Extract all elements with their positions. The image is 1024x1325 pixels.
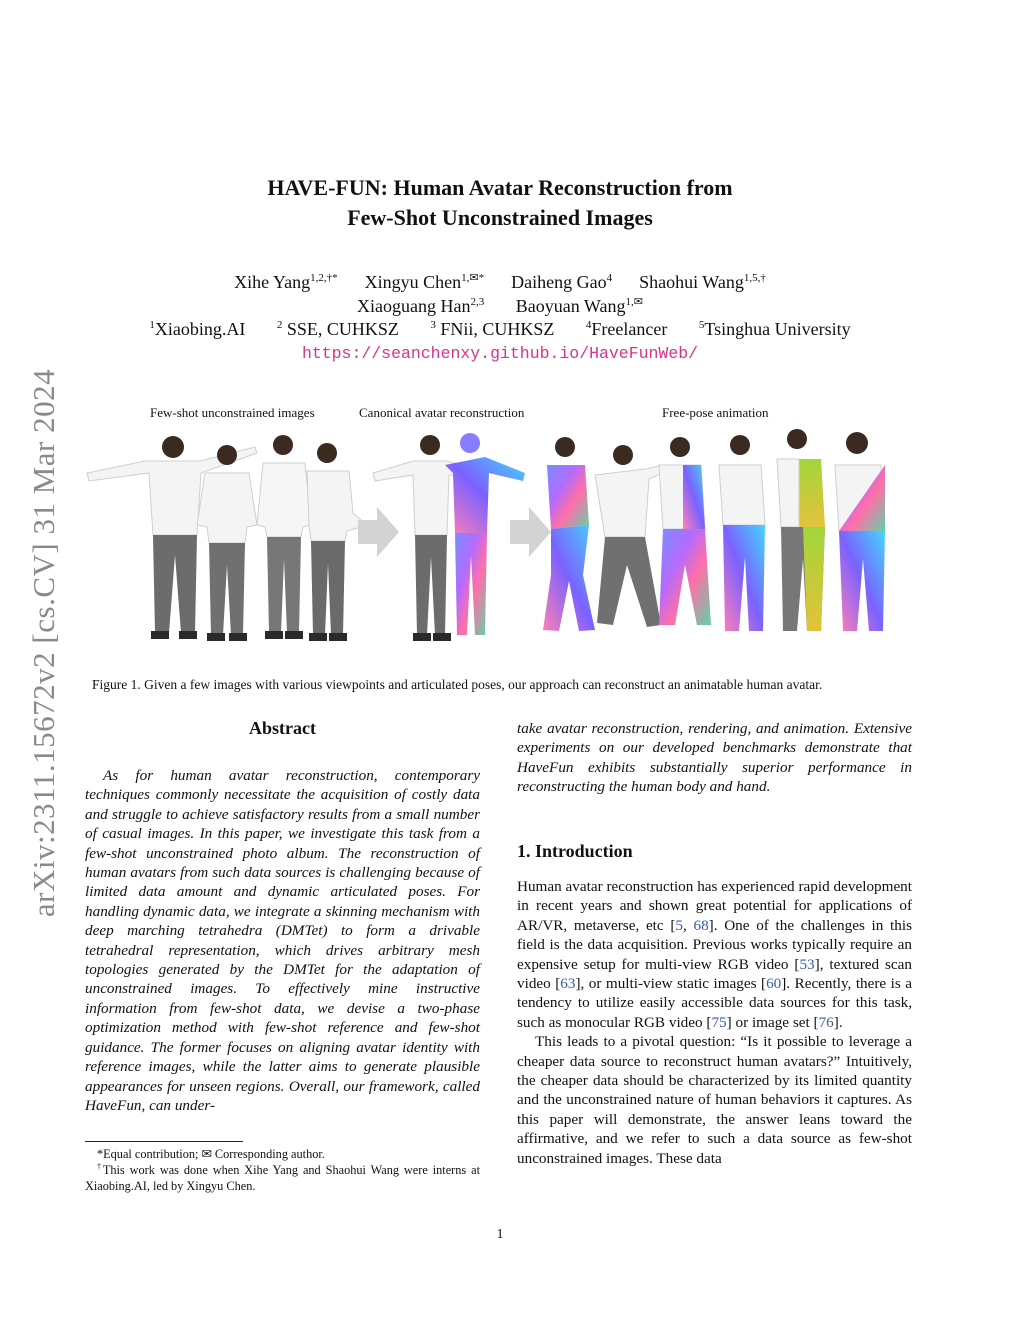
abstract-body	[85, 766, 480, 1115]
intro-text: ] or image set [	[726, 1013, 819, 1031]
animated-pose-3	[659, 437, 711, 625]
affil-sup: 5	[698, 319, 705, 331]
footnote-1: *Equal contribution; ✉ Corresponding author.	[97, 1147, 325, 1161]
project-url-link[interactable]: https://seanchenxy.github.io/HaveFunWeb/	[301, 344, 699, 363]
animated-pose-4	[719, 435, 765, 631]
affil-name: Tsinghua University	[704, 319, 851, 339]
affil-sup: 2	[276, 319, 283, 331]
citation-link[interactable]: 53	[799, 955, 815, 973]
abstract-continued	[517, 719, 912, 797]
animated-pose-5	[777, 429, 825, 631]
author-sup: 2,3	[470, 296, 485, 308]
affil-name: Xiaobing.AI	[154, 319, 246, 339]
affil-sup: 4	[585, 319, 592, 331]
figure-1-caption: Figure 1. Given a few images with various viewpoints and articulated poses, our approach can reconstruct an animatable human avatar.	[92, 677, 823, 692]
footnote-divider	[85, 1141, 243, 1142]
intro-text: ], textured scan video [	[517, 955, 912, 993]
author-name: Xingyu Chen	[364, 272, 462, 292]
citation-link[interactable]: 76	[818, 1013, 834, 1031]
author-name: Baoyuan Wang	[515, 296, 626, 316]
page-number: 1	[496, 1227, 504, 1242]
arxiv-id-text: arXiv:2311.15672v2 [cs.CV] 31 Mar 2024	[26, 368, 61, 918]
author-sup: 1,2,†*	[310, 272, 338, 284]
author-sup: 1,5,†	[743, 272, 766, 284]
affil-sup: 3	[430, 319, 436, 331]
citation-link[interactable]: 5	[675, 916, 683, 934]
arrow-right-icon	[358, 507, 399, 557]
intro-text: Human avatar reconstruction has experienced rapid development in recent years and shown great potential for applications of AR/VR, metaverse, etc [	[517, 878, 912, 934]
paper-title-line2: Few-Shot Unconstrained Images	[347, 205, 653, 230]
paper-title-line1: HAVE-FUN: Human Avatar Reconstruction from	[267, 175, 733, 200]
person-photo-2	[197, 445, 257, 641]
person-photo-3	[257, 435, 311, 639]
animated-pose-1	[543, 437, 595, 631]
citation-link[interactable]: 68	[693, 916, 709, 934]
affiliations-line	[0, 318, 1000, 341]
intro-text: ], or multi-view static images [	[575, 975, 767, 993]
authors-line2	[0, 295, 1000, 318]
citation-link[interactable]: 63	[560, 975, 576, 993]
citation-link[interactable]: 60	[766, 975, 782, 993]
introduction-heading: 1. Introduction	[517, 841, 633, 861]
figure-1-image	[85, 425, 915, 650]
author-sup: 4	[606, 272, 613, 284]
author-name: Xihe Yang	[234, 272, 311, 292]
intro-text: ].	[833, 1013, 843, 1031]
arxiv-sidebar-id	[24, 346, 64, 940]
figure-label-canonical: Canonical avatar reconstruction	[359, 405, 525, 420]
affil-name: SSE, CUHKSZ	[282, 319, 399, 339]
abstract-heading: Abstract	[249, 718, 316, 738]
abstract-continued-text: take avatar reconstruction, rendering, and animation. Extensive experiments on our developed benchmarks demonstrate that HaveFun exhibits substantially superior performance in reconstructing the human body and hand.	[517, 720, 912, 796]
author-name: Xiaoguang Han	[357, 296, 471, 316]
abstract-text: As for human avatar reconstruction, contemporary techniques commonly necessitate the acquisition of costly data and struggle to achieve satisfactory results from a small number of casual images. In this paper, we investigate this task from a few-shot unconstrained photo album. The reconstruction of human avatars from such data sources is challenging because of limited data amount and dynamic articulated poses. For handling dynamic data, we integrate a skinning mechanism with deep marching tetrahedra (DMTet) to form a drivable tetrahedral representation, which drives arbitrary mesh topologies generated by the DMTet for the adaptation of unconstrained images. To effectively mine instructive information from few-shot data, we devise a two-phase optimization method with few-shot reference and few-shot guidance. The former focuses on aligning avatar identity with reference images, while the latter aims to generate plausible appearances for unseen regions. Overall, our framework, called HaveFun, can under-	[85, 767, 480, 1114]
figure-label-fewshot: Few-shot unconstrained images	[150, 405, 315, 420]
animated-pose-6	[835, 432, 885, 631]
affil-sup: 1	[149, 319, 155, 331]
animated-pose-2	[595, 445, 667, 627]
author-sup: 1,✉*	[461, 272, 485, 284]
affil-name: Freelancer	[591, 319, 668, 339]
author-name: Shaohui Wang	[639, 272, 744, 292]
citation-link[interactable]: 75	[711, 1013, 727, 1031]
author-name: Daiheng Gao	[511, 272, 607, 292]
intro-text: ]. Recently, there is a tendency to utilize easily accessible data sources for this task, such as monocular RGB video [	[517, 975, 912, 1031]
citation-sep: ,	[682, 916, 694, 934]
introduction-body	[517, 877, 912, 1168]
arrow-right-icon	[510, 507, 551, 557]
intro-paragraph-2: This leads to a pivotal question: “Is it possible to leverage a cheaper data source to reconstruct human avatars?” Intuitively, the cheaper data should be characterized by its limited quantity and the unconstrained nature of human behaviors it captures. As this paper will demonstrate, the answer leans toward the affirmative, and we refer to such a data source as few-shot unconstrained images. These data	[517, 1033, 912, 1167]
intro-paragraph-1	[517, 877, 912, 1032]
footnote-2	[85, 1162, 480, 1194]
author-sup: 1,✉	[625, 296, 643, 308]
footnote-2-text: This work was done when Xihe Yang and Shaohui Wang were interns at Xiaobing.AI, led by Xingyu Chen.	[85, 1163, 481, 1193]
affil-name: FNii, CUHKSZ	[435, 319, 555, 339]
authors-line1	[0, 271, 1000, 294]
intro-text: ]. One of the challenges in this field is the data acquisition. Previous works typically require an expensive setup for multi-view RGB video [	[517, 916, 912, 973]
footnote-2-mark: †	[97, 1162, 103, 1171]
figure-label-animation: Free-pose animation	[662, 405, 769, 420]
